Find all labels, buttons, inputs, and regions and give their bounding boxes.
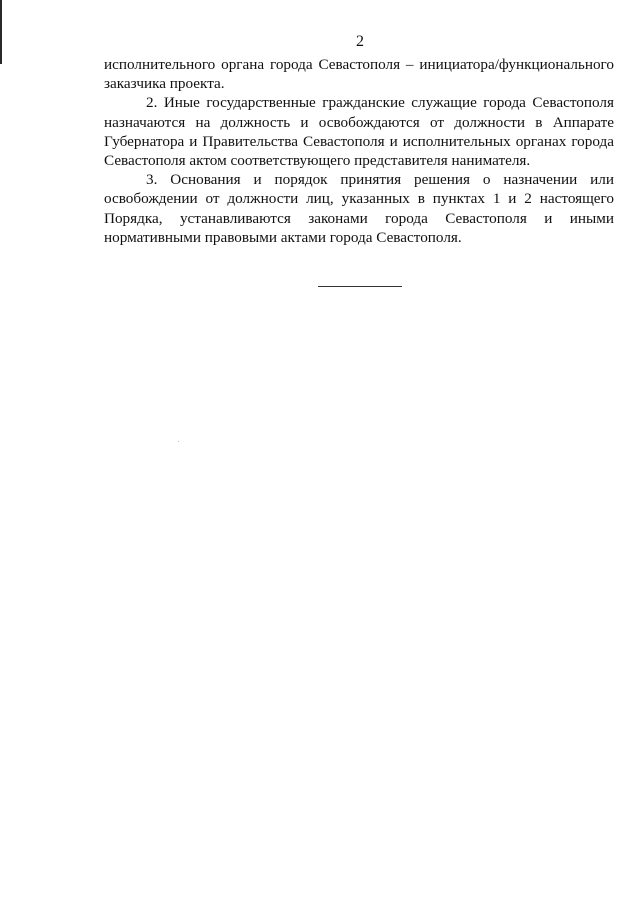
paragraph-item-2: 2. Иные государственные гражданские служащие города Севастополя назначаются на должность и освобождаются от должности в Аппарате Губернатора и Правительства Севастополя и исполнительных органах города Севастополя актом соответствующего представителя нанимателя. [104, 94, 614, 170]
scan-edge-mark [0, 0, 2, 64]
paragraph-continuation: исполнительного органа города Севастополя – инициатора/функционального заказчика проекта. [104, 56, 614, 93]
paragraph-item-3: 3. Основания и порядок принятия решения о назначении или освобождении от должности лиц, указанных в пунктах 1 и 2 настоящего Порядка, устанавливаются законами города Севастополя и иными нормативными правовыми актами города Севастополя. [104, 171, 614, 246]
page-number: 2 [356, 33, 364, 50]
body-text [104, 55, 614, 247]
scan-speck [178, 441, 179, 442]
end-of-document-rule [318, 286, 402, 287]
